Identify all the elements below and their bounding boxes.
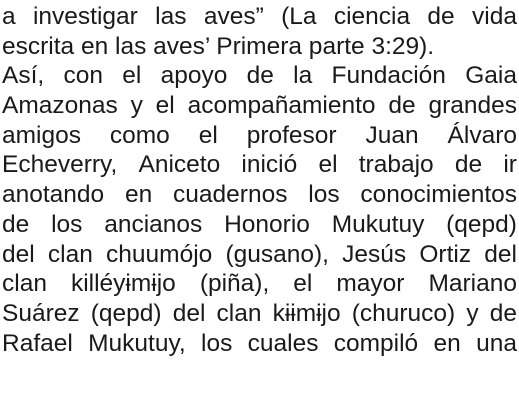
word: las — [155, 3, 187, 30]
text-line — [2, 61, 517, 91]
word: vida — [472, 3, 517, 30]
word: aves” — [203, 3, 264, 30]
word: del — [2, 240, 35, 268]
text-line — [2, 240, 517, 270]
text-line — [2, 121, 517, 151]
word: Gaia — [465, 62, 517, 90]
word: de — [388, 92, 416, 120]
word: cuales — [247, 329, 319, 357]
body-text — [2, 2, 517, 358]
word: kɨɨmɨjo — [272, 299, 341, 327]
word: acompañamiento — [187, 92, 376, 120]
word: (La — [281, 3, 317, 30]
word: clan — [216, 299, 262, 327]
word: anotando — [2, 181, 105, 209]
word: el — [122, 62, 142, 90]
word: chuumójo — [106, 240, 213, 268]
word: y — [130, 92, 143, 120]
word: (piña), — [199, 270, 270, 298]
word: de — [246, 62, 274, 90]
word: (gusano), — [225, 240, 329, 268]
word: los — [51, 210, 83, 238]
word: el — [198, 121, 218, 149]
word: (qepd) — [90, 299, 162, 327]
text-line — [2, 269, 517, 299]
word: Amazonas — [2, 92, 118, 120]
word: cuadernos — [173, 181, 288, 209]
word: ancianos — [104, 210, 203, 238]
word: Rafael — [2, 329, 73, 357]
word: de — [427, 3, 455, 30]
word: (churuco) — [351, 299, 456, 327]
word: de — [454, 151, 483, 179]
word: Fundación — [331, 62, 446, 90]
word: del — [172, 299, 206, 327]
text-line — [2, 180, 517, 210]
word: Álvaro — [447, 121, 517, 149]
text-line — [2, 299, 517, 329]
word: con — [63, 62, 103, 90]
text-line: escrita en las aves’ Primera parte 3:29). — [2, 32, 435, 60]
word: Honorio — [224, 210, 310, 238]
word: Echeverry, — [2, 151, 118, 179]
word: ciencia — [333, 3, 411, 30]
word: como — [109, 121, 170, 149]
word: investigar — [32, 3, 138, 30]
word: ir — [503, 151, 517, 179]
word: los — [308, 181, 340, 209]
word: amigos — [2, 121, 81, 149]
word: a — [2, 3, 16, 30]
word: clan — [47, 240, 93, 268]
text-line — [2, 210, 517, 240]
word: apoyo — [160, 62, 228, 90]
word: (qepd) — [446, 210, 517, 238]
word: la — [293, 62, 313, 90]
word: del — [484, 240, 517, 268]
word: compiló — [333, 329, 419, 357]
word: de — [2, 210, 30, 238]
word: el — [293, 270, 313, 298]
word: de — [489, 299, 517, 327]
word: los — [201, 329, 233, 357]
word: una — [476, 329, 517, 357]
word: Juan — [365, 121, 419, 149]
word: en — [433, 329, 461, 357]
word: Suárez — [2, 299, 80, 327]
word: y — [466, 299, 479, 327]
word: el — [155, 92, 175, 120]
word: Aniceto — [138, 151, 221, 179]
text-line — [2, 150, 517, 180]
word: inició — [241, 151, 298, 179]
text-line — [2, 2, 517, 32]
word: Jesús — [342, 240, 407, 268]
word: en — [124, 181, 153, 209]
word: clan — [2, 270, 47, 298]
text-line — [2, 329, 517, 359]
text-line — [2, 91, 517, 121]
word: conocimientos — [360, 181, 517, 209]
word: Ortiz — [419, 240, 472, 268]
word: profesor — [246, 121, 337, 149]
word: Mukutuy — [331, 210, 425, 238]
word: grandes — [428, 92, 517, 120]
word: killéyɨmɨjo — [70, 270, 176, 298]
word: Así, — [2, 62, 45, 90]
word: Mariano — [428, 270, 517, 298]
word: mayor — [336, 270, 405, 298]
word: trabajo — [358, 151, 434, 179]
word: el — [318, 151, 338, 179]
word: Mukutuy, — [88, 329, 186, 357]
